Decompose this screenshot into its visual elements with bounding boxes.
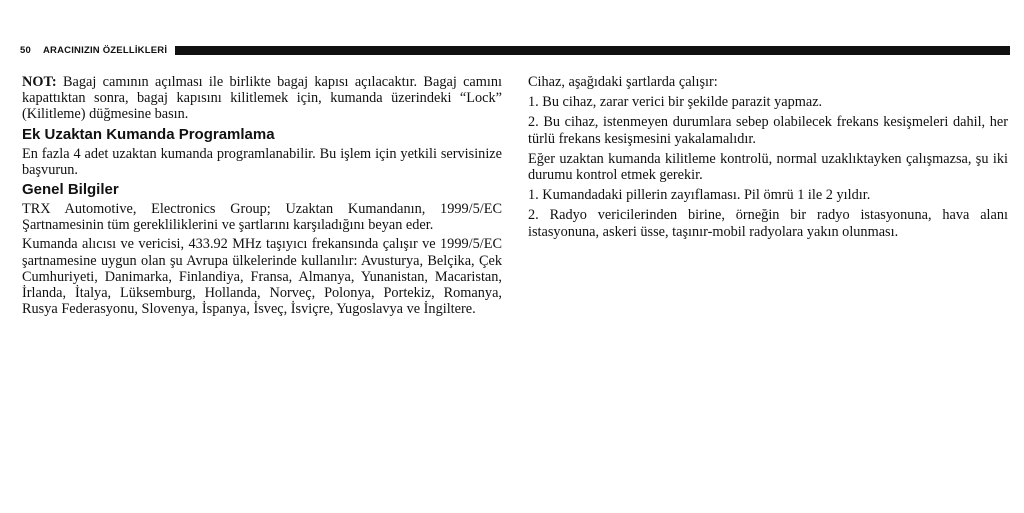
condition-2: 2. Bu cihaz, istenmeyen durumlara sebep olabilecek frekans kesişmeleri dahil, her türlü frekans kesişmesini yakalamalıdır. xyxy=(528,114,1008,147)
troubleshoot-1: 1. Kumandadaki pillerin zayıflaması. Pil ömrü 1 ile 2 yıldır. xyxy=(528,187,871,204)
conditions-intro: Cihaz, aşağıdaki şartlarda çalışır: xyxy=(528,74,718,90)
right-column xyxy=(528,74,1008,244)
section-title: ARACINIZIN ÖZELLİKLERİ xyxy=(42,44,168,56)
frequency-countries-paragraph: Kumanda alıcısı ve vericisi, 433.92 MHz taşıyıcı frekansında çalışır ve 1999/5/EC şartnamesine uygun olan şu Avrupa ülkelerinde kullanılır: Avusturya, Belçika, Çek Cumhuriyeti, Danimarka, Finlandiya, Fransa, Almanya, Yunanistan, Macaristan, İrlanda, İtalya, Lüksemburg, Hollanda, Norveç, Polonya, Portekiz, Romanya, Rusya Federasyonu, Slovenya, İspanya, İsveç, İsviçre, Yugoslavya ve İngiltere. xyxy=(22,236,502,318)
heading-general-info: Genel Bilgiler xyxy=(22,181,119,199)
condition-1: 1. Bu cihaz, zarar verici bir şekilde parazit yapmaz. xyxy=(528,94,823,111)
troubleshoot-2: 2. Radyo vericilerinden birine, örneğin bir radyo istasyonuna, hava alanı istasyonuna, askeri üsse, taşınır-mobil radyolara yakın olunması. xyxy=(528,207,1008,240)
troubleshoot-intro: Eğer uzaktan kumanda kilitleme kontrolü, normal uzaklıktayken çalışmazsa, şu iki durumu kontrol etmek gerekir. xyxy=(528,150,1008,184)
page-header xyxy=(20,43,1010,57)
heading-remote-programming: Ek Uzaktan Kumanda Programlama xyxy=(22,125,275,143)
note-paragraph xyxy=(22,74,502,123)
left-column xyxy=(22,74,502,320)
note-text: Bagaj camının açılması ile birlikte bagaj kapısı açılacaktır. Bagaj camını kapattıktan sonra, bagaj kapısını kilitlemek için, kumanda üzerindeki “Lock” (Kilitleme) düğmesine basın. xyxy=(22,74,502,123)
remote-programming-paragraph: En fazla 4 adet uzaktan kumanda programlanabilir. Bu işlem için yetkili servisinize başvurun. xyxy=(22,145,502,178)
page-number: 50 xyxy=(20,44,31,56)
note-label: NOT: xyxy=(22,74,57,90)
declaration-paragraph: TRX Automotive, Electronics Group; Uzaktan Kumandanın, 1999/5/EC Şartnamesinin tüm gerekliliklerini ve şartlarını karşıladığını beyan eder. xyxy=(22,201,502,234)
header-rule xyxy=(175,46,1010,55)
